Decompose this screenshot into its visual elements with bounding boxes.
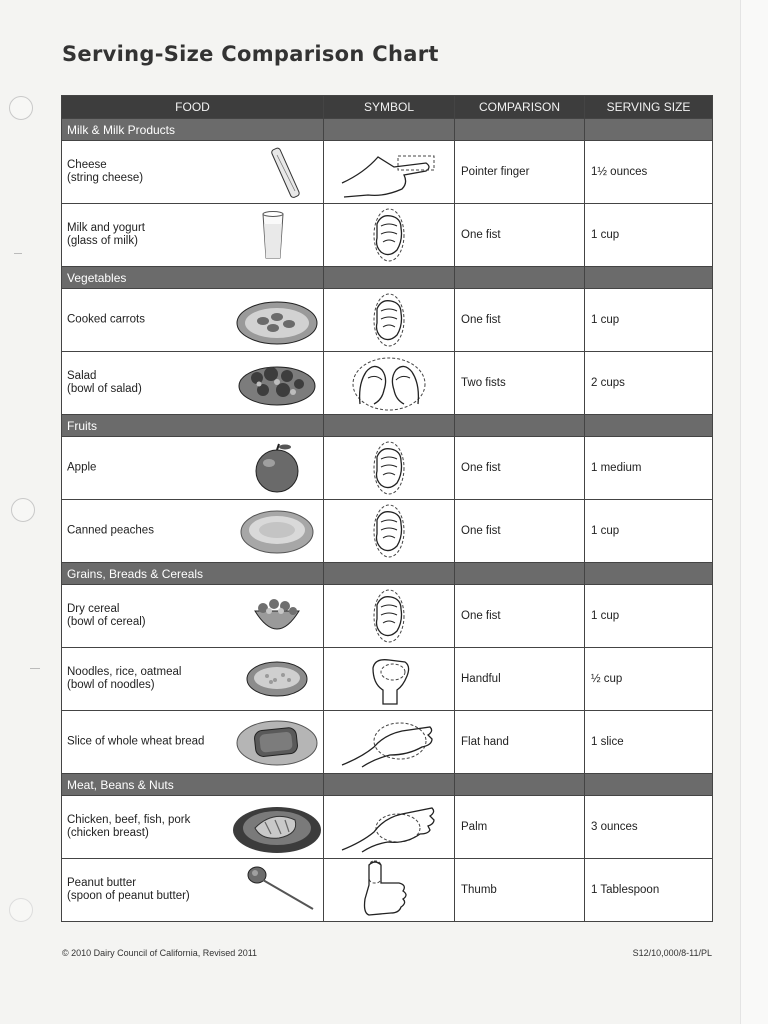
- string-cheese-picture: [233, 145, 321, 199]
- category-row: [62, 267, 713, 289]
- category-label: Fruits: [62, 415, 324, 437]
- page-title: Serving-Size Comparison Chart: [62, 42, 439, 66]
- food-cell: [62, 141, 324, 204]
- comparison-cell: One fist: [455, 437, 585, 500]
- table-row: [62, 859, 713, 922]
- food-name-line: (chicken breast): [67, 827, 149, 839]
- table-row: [62, 289, 713, 352]
- food-cell: [62, 289, 324, 352]
- comparison-cell: Handful: [455, 648, 585, 711]
- bowl-of-cereal-picture: [233, 589, 321, 643]
- palm-hand-icon: [324, 796, 455, 859]
- food-name: [67, 666, 237, 692]
- category-spacer: [585, 119, 713, 141]
- category-spacer: [585, 415, 713, 437]
- fist-hand-icon: [324, 289, 455, 352]
- food-name-line: Noodles, rice, oatmeal: [67, 666, 182, 678]
- comparison-cell: Two fists: [455, 352, 585, 415]
- punch-hole-top: [9, 96, 33, 120]
- table-body: [62, 119, 713, 922]
- punch-hole-middle: [11, 498, 35, 522]
- food-name-line: Cooked carrots: [67, 313, 145, 326]
- food-name-line: Apple: [67, 461, 97, 474]
- food-cell: [62, 352, 324, 415]
- comparison-cell: One fist: [455, 585, 585, 648]
- serving-size-cell: 1 slice: [585, 711, 713, 774]
- food-name-line: Slice of whole wheat bread: [67, 735, 205, 748]
- category-spacer: [455, 415, 585, 437]
- category-row: [62, 563, 713, 585]
- category-row: [62, 119, 713, 141]
- category-row: [62, 415, 713, 437]
- category-spacer: [585, 774, 713, 796]
- food-cell: [62, 437, 324, 500]
- food-cell: [62, 796, 324, 859]
- food-name: [67, 603, 237, 629]
- pointer-finger-hand-icon: [324, 141, 455, 204]
- serving-size-cell: 1 cup: [585, 204, 713, 267]
- fist-hand-icon: [324, 204, 455, 267]
- slice-of-bread-picture: [233, 715, 321, 769]
- category-label: Grains, Breads & Cereals: [62, 563, 324, 585]
- print-code: S12/10,000/8-11/PL: [632, 948, 712, 958]
- serving-size-cell: 2 cups: [585, 352, 713, 415]
- table-row: [62, 352, 713, 415]
- comparison-cell: One fist: [455, 500, 585, 563]
- plate-of-carrots-picture: [233, 293, 321, 347]
- category-spacer: [324, 563, 455, 585]
- comparison-cell: Flat hand: [455, 711, 585, 774]
- food-name-line: Peanut butter: [67, 877, 137, 889]
- serving-size-cell: 3 ounces: [585, 796, 713, 859]
- food-name: [67, 314, 237, 327]
- food-cell: [62, 648, 324, 711]
- food-name-line: Canned peaches: [67, 524, 154, 537]
- food-name: [67, 525, 237, 538]
- serving-size-cell: 1 cup: [585, 500, 713, 563]
- table-header: [62, 96, 713, 119]
- food-name: [67, 222, 237, 248]
- serving-size-table: [61, 95, 713, 922]
- food-cell: [62, 859, 324, 922]
- category-spacer: [324, 119, 455, 141]
- column-header-symbol: SYMBOL: [324, 96, 455, 119]
- comparison-cell: Pointer finger: [455, 141, 585, 204]
- food-name-line: (glass of milk): [67, 235, 138, 247]
- serving-size-cell: 1 cup: [585, 289, 713, 352]
- table-row: [62, 648, 713, 711]
- food-name-line: (bowl of cereal): [67, 616, 146, 628]
- category-label: Meat, Beans & Nuts: [62, 774, 324, 796]
- bowl-of-salad-picture: [233, 356, 321, 410]
- food-name: [67, 159, 237, 185]
- flat-hand-hand-icon: [324, 711, 455, 774]
- bowl-of-noodles-picture: [233, 652, 321, 706]
- food-name: [67, 736, 237, 749]
- table-row: [62, 711, 713, 774]
- food-cell: [62, 204, 324, 267]
- category-spacer: [455, 774, 585, 796]
- comparison-cell: One fist: [455, 289, 585, 352]
- food-name: [67, 462, 237, 475]
- column-header-food: FOOD: [62, 96, 324, 119]
- category-spacer: [585, 563, 713, 585]
- category-spacer: [455, 267, 585, 289]
- food-name: [67, 814, 237, 840]
- bowl-of-peaches-picture: [233, 504, 321, 558]
- apple-picture: [233, 441, 321, 495]
- punch-hole-bottom: [9, 898, 33, 922]
- category-spacer: [455, 563, 585, 585]
- food-name-line: (spoon of peanut butter): [67, 890, 190, 902]
- serving-size-cell: 1 cup: [585, 585, 713, 648]
- food-cell: [62, 711, 324, 774]
- food-name-line: Salad: [67, 370, 97, 382]
- table-row: [62, 204, 713, 267]
- table-row: [62, 796, 713, 859]
- glass-of-milk-picture: [233, 208, 321, 262]
- column-header-serving-size: SERVING SIZE: [585, 96, 713, 119]
- serving-size-cell: ½ cup: [585, 648, 713, 711]
- food-name-line: Cheese: [67, 159, 107, 171]
- table-row: [62, 585, 713, 648]
- serving-size-cell: 1 medium: [585, 437, 713, 500]
- spoon-of-peanut-butter-picture: [233, 863, 321, 917]
- two-fists-hand-icon: [324, 352, 455, 415]
- margin-mark: [14, 253, 22, 254]
- page-edge: [740, 0, 768, 1024]
- category-spacer: [324, 415, 455, 437]
- category-label: Vegetables: [62, 267, 324, 289]
- table-row: [62, 437, 713, 500]
- thumb-hand-icon: [324, 859, 455, 922]
- comparison-cell: Palm: [455, 796, 585, 859]
- category-spacer: [324, 774, 455, 796]
- food-name-line: (bowl of noodles): [67, 679, 155, 691]
- food-name: [67, 877, 237, 903]
- food-name-line: (bowl of salad): [67, 383, 142, 395]
- category-spacer: [324, 267, 455, 289]
- column-header-comparison: COMPARISON: [455, 96, 585, 119]
- fist-hand-icon: [324, 437, 455, 500]
- comparison-cell: Thumb: [455, 859, 585, 922]
- food-name: [67, 370, 237, 396]
- food-name-line: Milk and yogurt: [67, 222, 145, 234]
- fist-hand-icon: [324, 500, 455, 563]
- fist-hand-icon: [324, 585, 455, 648]
- food-name-line: Dry cereal: [67, 603, 120, 615]
- category-label: Milk & Milk Products: [62, 119, 324, 141]
- margin-mark: [30, 668, 40, 669]
- food-cell: [62, 500, 324, 563]
- category-spacer: [455, 119, 585, 141]
- handful-hand-icon: [324, 648, 455, 711]
- category-spacer: [585, 267, 713, 289]
- category-row: [62, 774, 713, 796]
- food-name-line: Chicken, beef, fish, pork: [67, 814, 191, 826]
- food-cell: [62, 585, 324, 648]
- food-name-line: (string cheese): [67, 172, 144, 184]
- comparison-cell: One fist: [455, 204, 585, 267]
- chicken-breast-picture: [233, 800, 321, 854]
- serving-size-cell: 1 Tablespoon: [585, 859, 713, 922]
- serving-size-cell: 1½ ounces: [585, 141, 713, 204]
- table-row: [62, 500, 713, 563]
- table-row: [62, 141, 713, 204]
- copyright-notice: © 2010 Dairy Council of California, Revised 2011: [62, 948, 258, 958]
